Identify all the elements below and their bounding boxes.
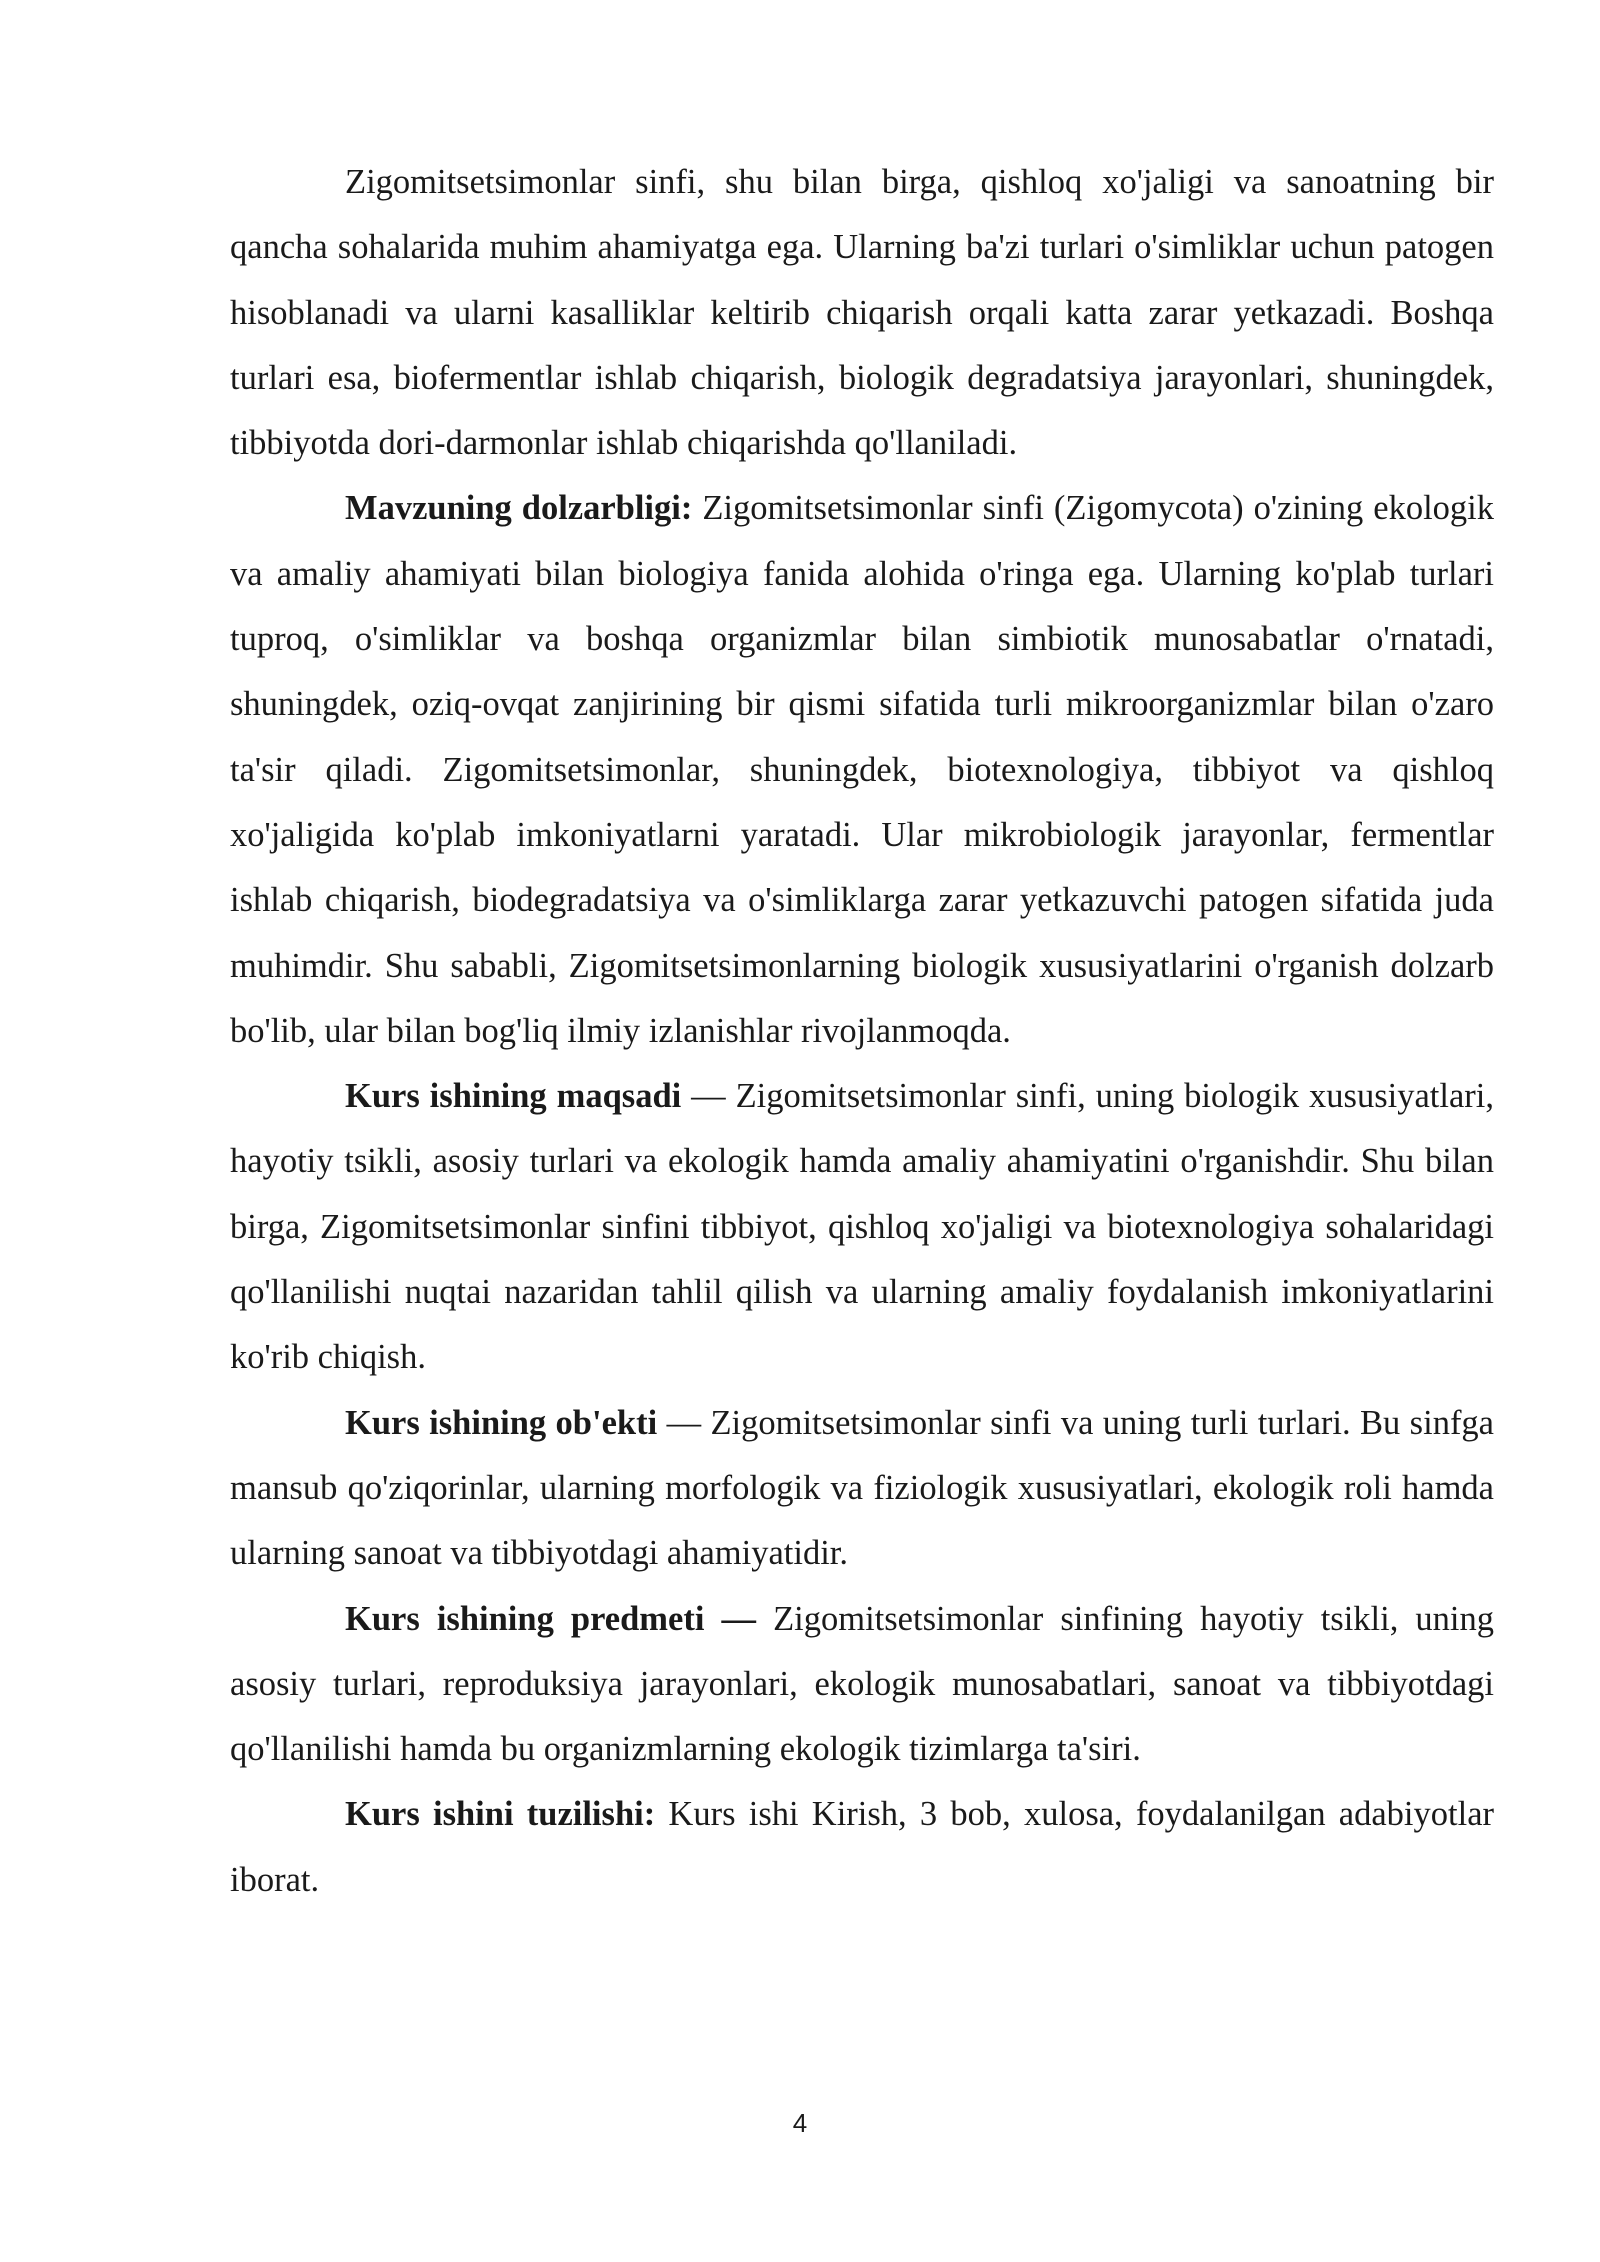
paragraph-text: — Zigomitsetsimonlar sinfi, uning biologik xususiyatlari, hayotiy tsikli, asosiy turlari va ekologik hamda amaliy ahamiyatini o'rganishdir. Shu bilan birga, Zigomitsetsimonlar sinfini tibbiyot, qishloq xo'jaligi va biotexnologiya sohalaridagi qo'llanilishi nuqtai nazaridan tahlil qilish va ularning amaliy foydalanish imkoniyatlarini ko'rib chiqish. <box>230 1077 1494 1377</box>
paragraph-structure <box>230 1782 1494 1913</box>
paragraph-intro <box>230 150 1494 476</box>
paragraph-goal <box>230 1064 1494 1390</box>
paragraph-heading: Kurs ishining maqsadi <box>345 1077 682 1116</box>
paragraph-text: Zigomitsetsimonlar sinfining hayotiy tsikli, uning asosiy turlari, reproduksiya jarayonlari, ekologik munosabatlari, sanoat va tibbiyotdagi qo'llanilishi hamda bu organizmlarning ekologik tizimlarga ta'siri. <box>230 1599 1494 1769</box>
paragraph-heading: Mavzuning dolzarbligi: <box>345 489 693 528</box>
paragraph-relevance <box>230 476 1494 1064</box>
paragraph-text: Kurs ishi Kirish, 3 bob, xulosa, foydalanilgan adabiyotlar iborat. <box>230 1795 1494 1899</box>
paragraph-object <box>230 1391 1494 1587</box>
page-number: 4 <box>792 2108 808 2138</box>
paragraph-heading: Kurs ishining ob'ekti <box>345 1403 658 1442</box>
page-body <box>230 150 1494 1913</box>
paragraph-heading: Kurs ishining predmeti — <box>345 1599 756 1638</box>
paragraph-text: Zigomitsetsimonlar sinfi (Zigomycota) o'zining ekologik va amaliy ahamiyati bilan biologiya fanida alohida o'ringa ega. Ularning ko'plab turlari tuproq, o'simliklar va boshqa organizmlar bilan simbiotik munosabatlar o'rnatadi, shuningdek, oziq-ovqat zanjirining bir qismi sifatida turli mikroorganizmlar bilan o'zaro ta'sir qiladi. Zigomitsetsimonlar, shuningdek, biotexnologiya, tibbiyot va qishloq xo'jaligida ko'plab imkoniyatlarni yaratadi. Ular mikrobiologik jarayonlar, fermentlar ishlab chiqarish, biodegradatsiya va o'simliklarga zarar yetkazuvchi patogen sifatida juda muhimdir. Shu sababli, Zigomitsetsimonlarning biologik xususiyatlarini o'rganish dolzarb bo'lib, ular bilan bog'liq ilmiy izlanishlar rivojlanmoqda. <box>230 489 1494 1050</box>
paragraph-heading: Kurs ishini tuzilishi: <box>345 1795 656 1834</box>
paragraph-subject <box>230 1587 1494 1783</box>
paragraph-text: Zigomitsetsimonlar sinfi, shu bilan birga, qishloq xo'jaligi va sanoatning bir qancha sohalarida muhim ahamiyatga ega. Ularning ba'zi turlari o'simliklar uchun patogen hisoblanadi va ularni kasalliklar keltirib chiqarish orqali katta zarar yetkazadi. Boshqa turlari esa, biofermentlar ishlab chiqarish, biologik degradatsiya jarayonlari, shuningdek, tibbiyotda dori-darmonlar ishlab chiqarishda qo'llaniladi. <box>230 163 1494 463</box>
paragraph-text: — Zigomitsetsimonlar sinfi va uning turli turlari. Bu sinfga mansub qo'ziqorinlar, ularning morfologik va fiziologik xususiyatlari, ekologik roli hamda ularning sanoat va tibbiyotdagi ahamiyatidir. <box>230 1403 1494 1573</box>
